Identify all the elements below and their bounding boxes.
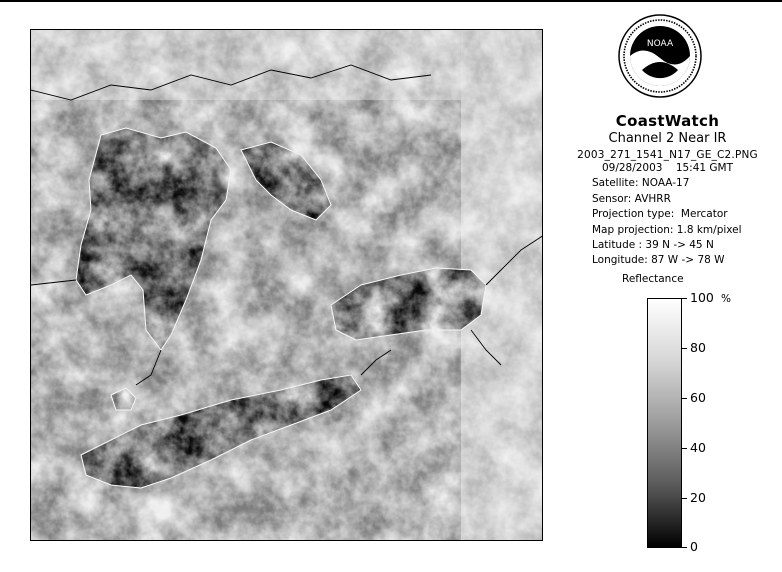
colorbar-tick <box>682 348 687 349</box>
satellite-map-svg <box>31 30 543 541</box>
noaa-logo-icon <box>618 14 702 98</box>
latitude-label: Latitude : 39 N -> 45 N <box>592 239 714 252</box>
colorbar-tick <box>682 547 687 548</box>
colorbar-tick-label: 60 <box>690 390 706 405</box>
filename-label: 2003_271_1541_N17_GE_C2.PNG <box>577 149 758 161</box>
colorbar-title: Reflectance <box>622 273 684 285</box>
colorbar-unit: % <box>721 293 731 305</box>
colorbar-tick <box>682 398 687 399</box>
longitude-label: Longitude: 87 W -> 78 W <box>592 254 725 267</box>
colorbar-tick <box>682 448 687 449</box>
cloud-fine-texture <box>31 30 543 541</box>
colorbar-tick-label: 80 <box>690 340 706 355</box>
info-panel <box>560 112 775 269</box>
product-title: CoastWatch <box>615 112 720 130</box>
colorbar-tick <box>682 498 687 499</box>
projection-type-label: Projection type: Mercator <box>592 208 728 221</box>
metadata-list <box>560 161 775 269</box>
top-border <box>0 0 782 2</box>
colorbar-tick <box>682 298 687 299</box>
satellite-image <box>30 29 543 541</box>
colorbar-tick-label: 20 <box>690 490 706 505</box>
channel-label: Channel 2 Near IR <box>608 131 727 146</box>
colorbar-tick-label: 0 <box>690 539 698 554</box>
logo-text: NOAA <box>646 39 674 49</box>
map-projection-label: Map projection: 1.8 km/pixel <box>592 223 742 236</box>
noaa-logo <box>618 14 702 98</box>
sensor-label: Sensor: AVHRR <box>592 192 671 205</box>
colorbar-tick-label: 40 <box>690 440 706 455</box>
satellite-label: Satellite: NOAA-17 <box>592 177 690 190</box>
reflectance-colorbar <box>647 298 682 548</box>
colorbar-tick-label: 100 <box>690 290 714 305</box>
date-time: 09/28/2003 15:41 GMT <box>601 162 734 174</box>
